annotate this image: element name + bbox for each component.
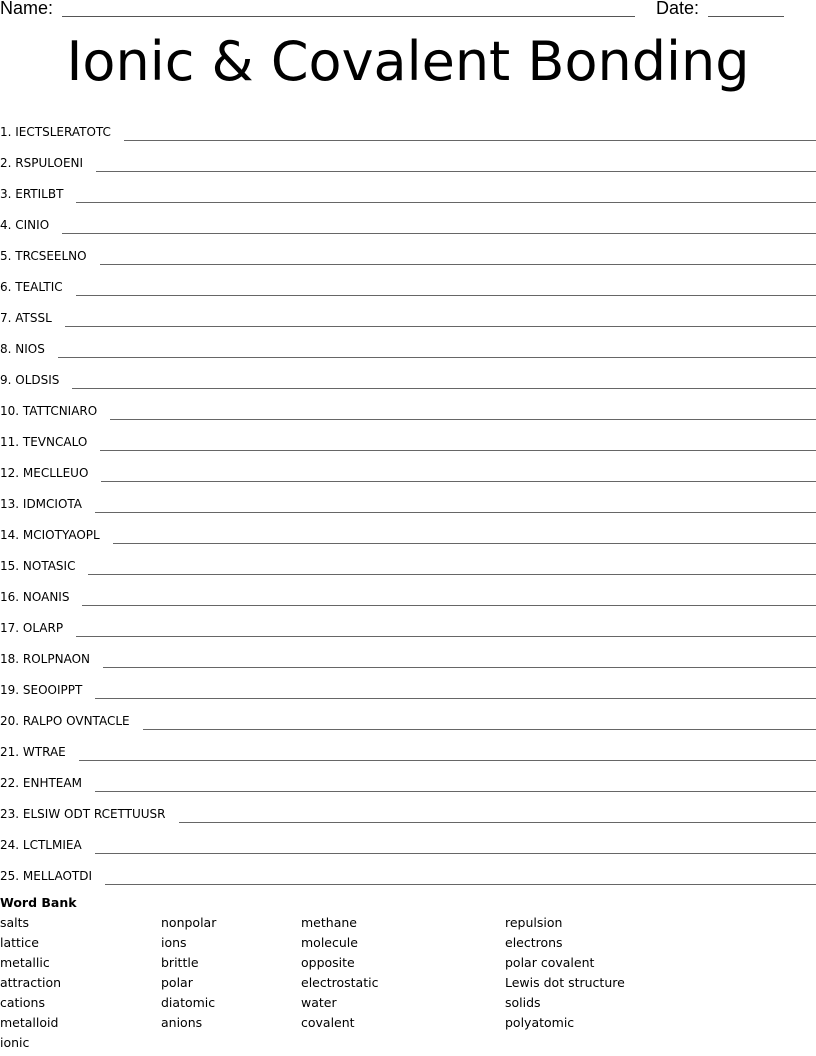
- scramble-item: [0, 701, 816, 732]
- scramble-item: [0, 143, 816, 174]
- scramble-item-label: 21. WTRAE: [0, 745, 66, 759]
- scramble-item-label: 7. ATSSL: [0, 311, 52, 325]
- answer-line[interactable]: [76, 201, 816, 203]
- scramble-item-label: 9. OLDSIS: [0, 373, 60, 387]
- word-bank-word: ionic: [0, 1035, 30, 1050]
- word-bank-word: anions: [161, 1015, 203, 1030]
- date-field[interactable]: [708, 16, 784, 17]
- answer-line[interactable]: [143, 728, 816, 730]
- answer-line[interactable]: [95, 511, 816, 513]
- scramble-item-label: 5. TRCSEELNO: [0, 249, 87, 263]
- scramble-item: [0, 515, 816, 546]
- scramble-item-label: 11. TEVNCALO: [0, 435, 88, 449]
- scramble-item: [0, 546, 816, 577]
- scramble-item: [0, 391, 816, 422]
- scramble-item: [0, 794, 816, 825]
- scramble-item-label: 25. MELLAOTDI: [0, 869, 93, 883]
- answer-line[interactable]: [58, 356, 816, 358]
- scramble-item-label: 24. LCTLMIEA: [0, 838, 82, 852]
- scramble-item: [0, 298, 816, 329]
- answer-line[interactable]: [76, 294, 816, 296]
- worksheet-header: [0, 0, 816, 22]
- answer-line[interactable]: [100, 449, 816, 451]
- scramble-item: [0, 732, 816, 763]
- word-bank-word: cations: [0, 995, 45, 1010]
- word-bank-word: polyatomic: [505, 1015, 575, 1030]
- word-bank-word: brittle: [161, 955, 199, 970]
- scramble-item: [0, 112, 816, 143]
- answer-line[interactable]: [179, 821, 816, 823]
- word-bank-word: polar covalent: [505, 955, 595, 970]
- answer-line[interactable]: [113, 542, 816, 544]
- scramble-item: [0, 422, 816, 453]
- name-field[interactable]: [62, 16, 635, 17]
- word-bank-word: covalent: [301, 1015, 355, 1030]
- scramble-item-label: 14. MCIOTYAOPL: [0, 528, 100, 542]
- name-label: Name:: [0, 0, 54, 18]
- scramble-item-label: 18. ROLPNAON: [0, 652, 90, 666]
- word-bank-word: attraction: [0, 975, 62, 990]
- answer-line[interactable]: [72, 387, 816, 389]
- page-title: Ionic & Covalent Bonding: [66, 30, 750, 93]
- word-bank-column-4: [505, 913, 625, 1033]
- scramble-item: [0, 825, 816, 856]
- scramble-item: [0, 856, 816, 887]
- answer-line[interactable]: [95, 790, 816, 792]
- answer-line[interactable]: [96, 170, 816, 172]
- word-bank-word: electrostatic: [301, 975, 379, 990]
- scramble-item-label: 6. TEALTIC: [0, 280, 63, 294]
- word-bank-word: metalloid: [0, 1015, 59, 1030]
- word-bank-word: opposite: [301, 955, 355, 970]
- answer-line[interactable]: [110, 418, 816, 420]
- answer-line[interactable]: [76, 635, 816, 637]
- scramble-item: [0, 360, 816, 391]
- scramble-item-label: 23. ELSIW ODT RCETTUUSR: [0, 807, 166, 821]
- word-bank-word: polar: [161, 975, 193, 990]
- scramble-item-label: 8. NIOS: [0, 342, 45, 356]
- scramble-item-label: 19. SEOOIPPT: [0, 683, 83, 697]
- scramble-item-label: 15. NOTASIC: [0, 559, 76, 573]
- answer-line[interactable]: [88, 573, 816, 575]
- scramble-item-label: 13. IDMCIOTA: [0, 497, 83, 511]
- word-bank-word: Lewis dot structure: [505, 975, 625, 990]
- scramble-item-label: 20. RALPO OVNTACLE: [0, 714, 130, 728]
- scramble-item-label: 17. OLARP: [0, 621, 64, 635]
- word-bank-word: solids: [505, 995, 541, 1010]
- scramble-item-label: 10. TATTCNIARO: [0, 404, 98, 418]
- scramble-item: [0, 329, 816, 360]
- word-bank-column-3: [301, 913, 378, 1033]
- scramble-item: [0, 205, 816, 236]
- answer-line[interactable]: [79, 759, 816, 761]
- word-bank-column-1: [0, 913, 61, 1053]
- word-bank-word: lattice: [0, 935, 39, 950]
- scramble-item: [0, 484, 816, 515]
- answer-line[interactable]: [65, 325, 816, 327]
- scramble-item: [0, 453, 816, 484]
- answer-line[interactable]: [103, 666, 816, 668]
- scramble-item-label: 2. RSPULOENI: [0, 156, 84, 170]
- word-bank-word: water: [301, 995, 337, 1010]
- scramble-item-label: 3. ERTILBT: [0, 187, 64, 201]
- word-bank-word: salts: [0, 915, 30, 930]
- scramble-item: [0, 577, 816, 608]
- word-bank-word: molecule: [301, 935, 358, 950]
- answer-line[interactable]: [101, 480, 816, 482]
- word-bank-word: diatomic: [161, 995, 216, 1010]
- word-bank-word: repulsion: [505, 915, 563, 930]
- word-bank-word: ions: [161, 935, 187, 950]
- scramble-item: [0, 639, 816, 670]
- scramble-item: [0, 763, 816, 794]
- answer-line[interactable]: [82, 604, 816, 606]
- word-bank: [0, 893, 816, 1050]
- scramble-item: [0, 174, 816, 205]
- word-bank-column-2: [161, 913, 216, 1033]
- scramble-item-label: 16. NOANIS: [0, 590, 70, 604]
- date-label: Date:: [656, 0, 700, 18]
- answer-line[interactable]: [95, 852, 816, 854]
- word-bank-title: Word Bank: [0, 895, 77, 910]
- answer-line[interactable]: [100, 263, 816, 265]
- word-bank-word: electrons: [505, 935, 563, 950]
- answer-line[interactable]: [95, 697, 816, 699]
- scramble-list: [0, 112, 816, 887]
- scramble-item-label: 1. IECTSLERATOTC: [0, 125, 111, 139]
- scramble-item-label: 4. CINIO: [0, 218, 50, 232]
- scramble-item: [0, 670, 816, 701]
- scramble-item: [0, 267, 816, 298]
- scramble-item: [0, 236, 816, 267]
- scramble-item-label: 22. ENHTEAM: [0, 776, 82, 790]
- scramble-item: [0, 608, 816, 639]
- answer-line[interactable]: [105, 883, 816, 885]
- word-bank-word: metallic: [0, 955, 50, 970]
- answer-line[interactable]: [62, 232, 816, 234]
- word-bank-word: methane: [301, 915, 357, 930]
- answer-line[interactable]: [124, 139, 816, 141]
- word-bank-word: nonpolar: [161, 915, 217, 930]
- scramble-item-label: 12. MECLLEUO: [0, 466, 89, 480]
